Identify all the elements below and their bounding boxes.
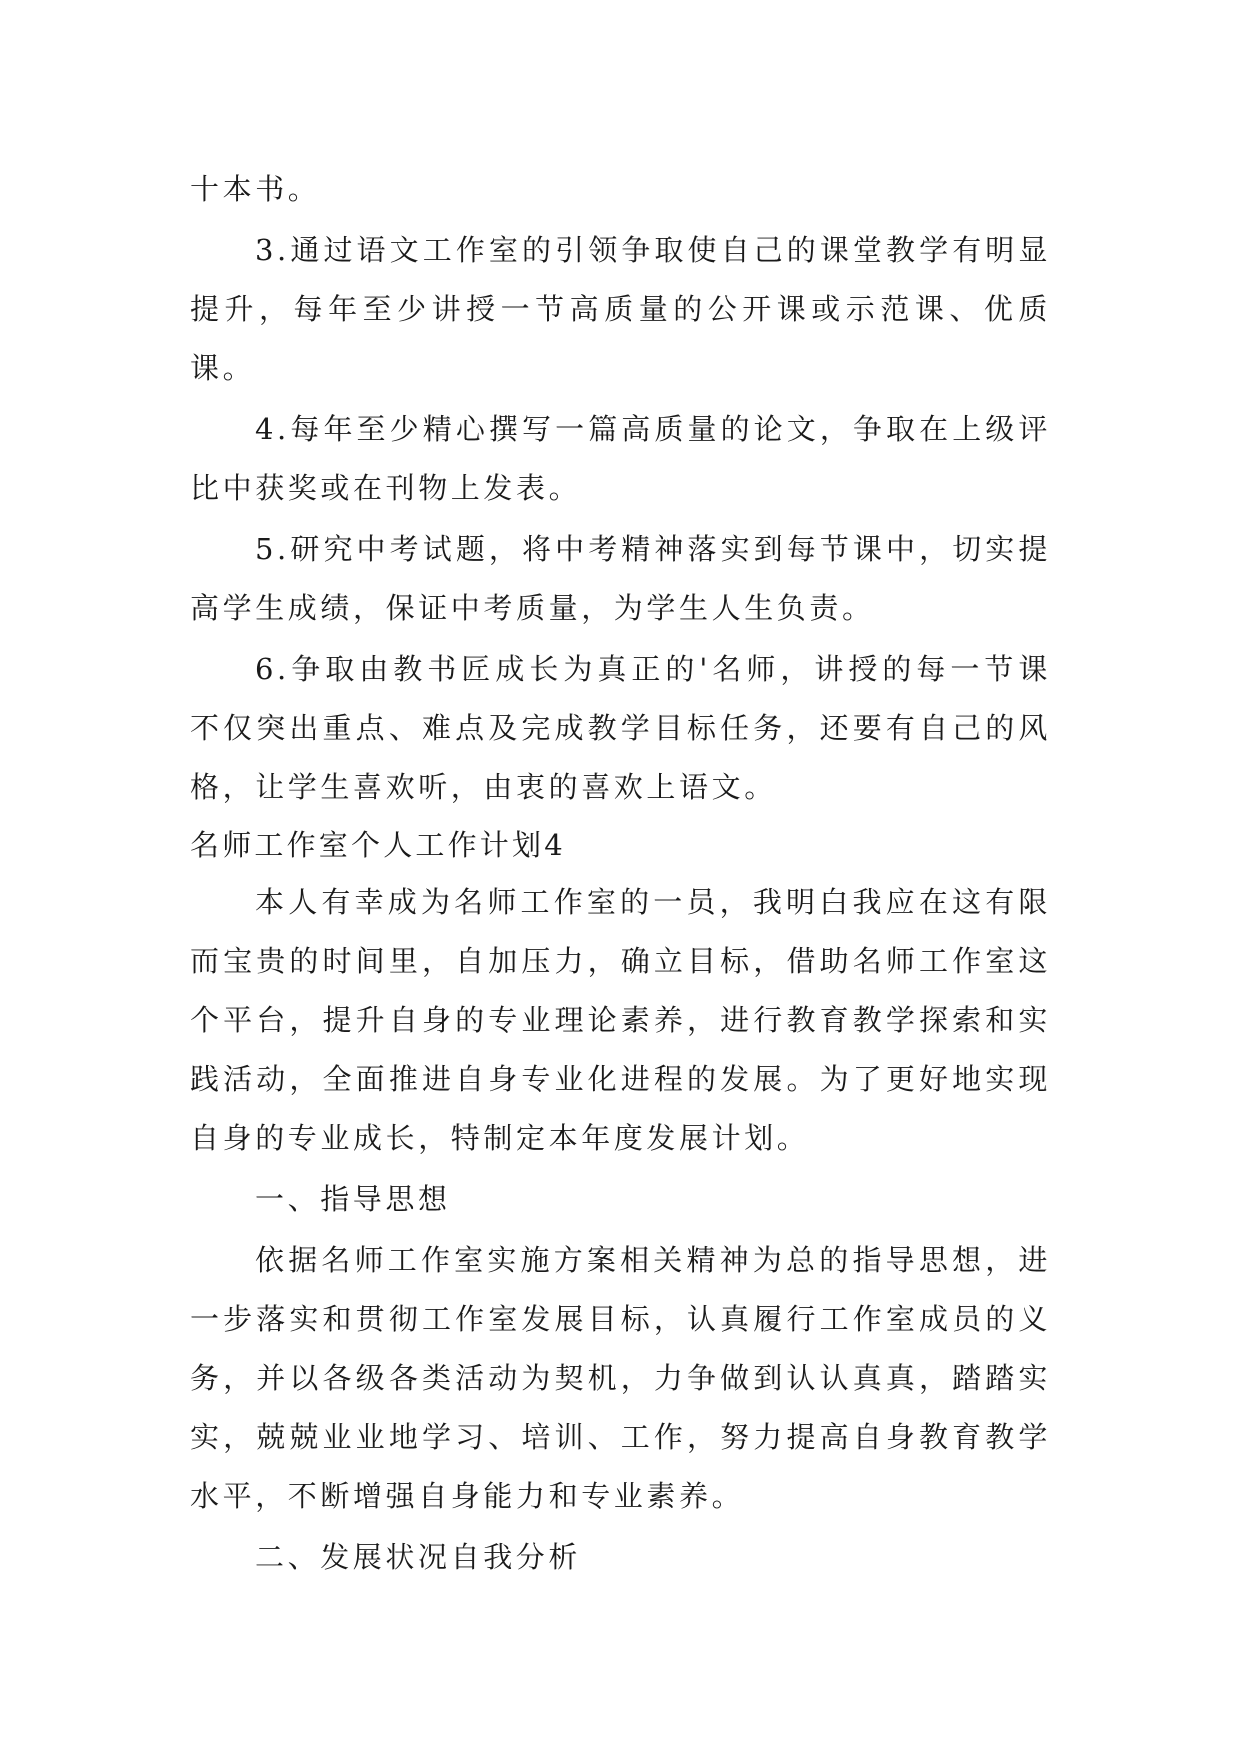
paragraph-guiding-thought: 依据名师工作室实施方案相关精神为总的指导思想，进一步落实和贯彻工作室发展目标，认真履行工作室成员的义务，并以各级各类活动为契机，力争做到认认真真，踏踏实实，兢兢业业地学习、培训、工作，努力提高自身教育教学水平，不断增强自身能力和专业素养。: [190, 1243, 1051, 1513]
paragraph-intro: 本人有幸成为名师工作室的一员，我明白我应在这有限而宝贵的时间里，自加压力，确立目标，借助名师工作室这个平台，提升自身的专业理论素养，进行教育教学探索和实践活动，全面推进自身专业化进程的发展。为了更好地实现自身的专业成长，特制定本年度发展计划。: [190, 885, 1051, 1155]
paragraph-continuation: 十本书。: [190, 172, 321, 206]
paragraph-item-4: 4.每年至少精心撰写一篇高质量的论文，争取在上级评比中获奖或在刊物上发表。: [190, 412, 1051, 505]
heading-guiding-thought: 一、指导思想: [255, 1182, 451, 1216]
section-title: 名师工作室个人工作计划4: [190, 828, 566, 862]
heading-self-analysis: 二、发展状况自我分析: [255, 1540, 582, 1574]
paragraph-item-6: 6.争取由教书匠成长为真正的'名师，讲授的每一节课不仅突出重点、难点及完成教学目标任务，还要有自己的风格，让学生喜欢听，由衷的喜欢上语文。: [190, 652, 1051, 804]
paragraph-item-3: 3.通过语文工作室的引领争取使自己的课堂教学有明显提升，每年至少讲授一节高质量的公开课或示范课、优质课。: [190, 233, 1051, 385]
document-body: [190, 160, 1051, 1587]
paragraph-item-5: 5.研究中考试题，将中考精神落实到每节课中，切实提高学生成绩，保证中考质量，为学生人生负责。: [190, 532, 1051, 625]
